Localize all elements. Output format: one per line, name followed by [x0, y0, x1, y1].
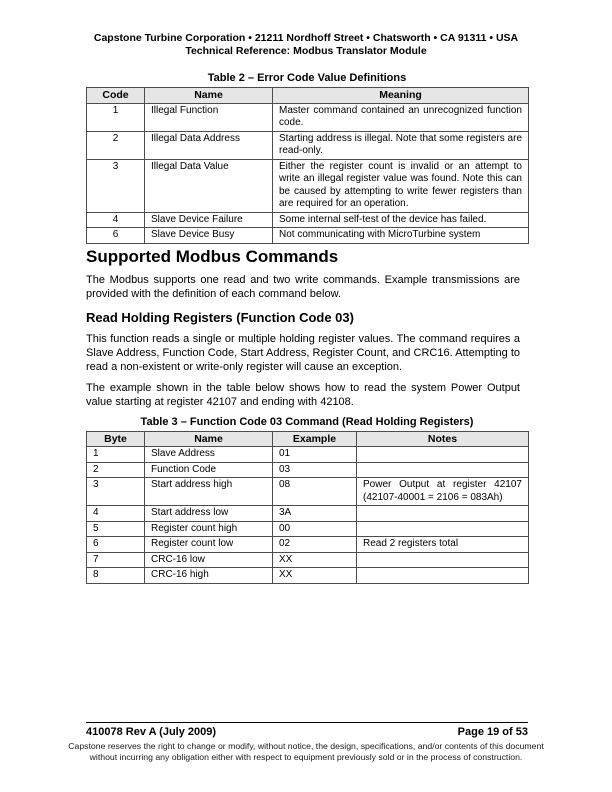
- table2-caption: Table 2 – Error Code Value Definitions: [207, 72, 407, 84]
- cell-byte: 7: [87, 552, 145, 568]
- cell-name: Function Code: [145, 462, 273, 478]
- cell-meaning: Some internal self-test of the device has failed.: [273, 212, 529, 228]
- table-row: [87, 103, 529, 131]
- table3-caption: Table 3 – Function Code 03 Command (Read Holding Registers): [140, 415, 474, 428]
- table-row: [87, 478, 529, 506]
- cell-notes: [357, 568, 529, 584]
- cell-notes: [357, 447, 529, 463]
- cell-code: 3: [87, 159, 145, 212]
- table-row: [87, 212, 529, 228]
- cell-name: Start address low: [145, 506, 273, 522]
- cell-name: CRC-16 high: [145, 568, 273, 584]
- cell-example: XX: [273, 552, 357, 568]
- footer-info-row: [86, 726, 528, 739]
- table-header-row: [87, 88, 529, 104]
- cell-byte: 4: [87, 506, 145, 522]
- cell-notes: [357, 506, 529, 522]
- column-header-name: Name: [145, 431, 273, 447]
- subsection-heading: Read Holding Registers (Function Code 03): [86, 309, 354, 325]
- cell-example: 3A: [273, 506, 357, 522]
- cell-byte: 6: [87, 537, 145, 553]
- body-paragraph: This function reads a single or multiple holding register values. The command requires a Slave Address, Function Code, Start Address, Register Count, and CRC16. Attempting to read a non-existent or write-only register will cause an exception.: [86, 332, 520, 373]
- document-id: 410078 Rev A (July 2009): [86, 726, 217, 738]
- cell-name: Illegal Function: [145, 103, 273, 131]
- cell-meaning: Master command contained an unrecognized function code.: [273, 103, 529, 131]
- cell-byte: 8: [87, 568, 145, 584]
- cell-example: XX: [273, 568, 357, 584]
- function-code-03-table: [86, 431, 529, 584]
- body-paragraph: The example shown in the table below shows how to read the system Power Output value starting at register 42107 and ending with 42108.: [86, 381, 520, 408]
- cell-name: Slave Device Busy: [145, 228, 273, 244]
- table-row: [87, 552, 529, 568]
- cell-code: 2: [87, 131, 145, 159]
- table-row: [87, 462, 529, 478]
- cell-example: 01: [273, 447, 357, 463]
- column-header-notes: Notes: [357, 431, 529, 447]
- cell-code: 4: [87, 212, 145, 228]
- header-address-line: Capstone Turbine Corporation • 21211 Nordhoff Street • Chatsworth • CA 91311 • USA: [93, 32, 519, 44]
- cell-notes: [357, 521, 529, 537]
- column-header-byte: Byte: [87, 431, 145, 447]
- cell-code: 6: [87, 228, 145, 244]
- cell-name: Slave Device Failure: [145, 212, 273, 228]
- cell-byte: 3: [87, 478, 145, 506]
- page-content: [86, 72, 528, 584]
- section-heading: Supported Modbus Commands: [86, 246, 339, 266]
- page-footer: [86, 722, 528, 739]
- intro-paragraph: The Modbus supports one read and two write commands. Example transmissions are provided with the definition of each command below.: [86, 273, 520, 300]
- cell-name: Illegal Data Address: [145, 131, 273, 159]
- cell-notes: [357, 462, 529, 478]
- column-header-name: Name: [145, 88, 273, 104]
- cell-name: Register count low: [145, 537, 273, 553]
- cell-example: 03: [273, 462, 357, 478]
- cell-byte: 2: [87, 462, 145, 478]
- cell-notes: Power Output at register 42107 (42107-40001 = 2106 = 083Ah): [357, 478, 529, 506]
- cell-name: Start address high: [145, 478, 273, 506]
- table-row: [87, 506, 529, 522]
- table-row: [87, 537, 529, 553]
- cell-example: 02: [273, 537, 357, 553]
- page-number: Page 19 of 53: [457, 726, 528, 738]
- cell-meaning: Either the register count is invalid or an attempt to write an illegal register value was found. Note this can be caused by attempting to write fewer registers than are required for an operation.: [273, 159, 529, 212]
- cell-meaning: Not communicating with MicroTurbine system: [273, 228, 529, 244]
- cell-byte: 5: [87, 521, 145, 537]
- footer-disclaimer: [0, 741, 612, 763]
- header-reference-line: Technical Reference: Modbus Translator Module: [185, 45, 427, 57]
- disclaimer-line: without incurring any obligation either with respect to equipment previously sold or in the process of construction.: [89, 752, 523, 762]
- table-row: [87, 447, 529, 463]
- column-header-code: Code: [87, 88, 145, 104]
- cell-name: Register count high: [145, 521, 273, 537]
- disclaimer-line: Capstone reserves the right to change or modify, without notice, the design, specifications, and/or contents of this document: [68, 741, 544, 751]
- cell-example: 00: [273, 521, 357, 537]
- cell-example: 08: [273, 478, 357, 506]
- cell-notes: [357, 552, 529, 568]
- column-header-meaning: Meaning: [273, 88, 529, 104]
- running-header: [0, 32, 612, 58]
- table-row: [87, 131, 529, 159]
- cell-notes: Read 2 registers total: [357, 537, 529, 553]
- column-header-example: Example: [273, 431, 357, 447]
- table-row: [87, 228, 529, 244]
- cell-meaning: Starting address is illegal. Note that some registers are read-only.: [273, 131, 529, 159]
- table-row: [87, 568, 529, 584]
- cell-byte: 1: [87, 447, 145, 463]
- cell-name: Slave Address: [145, 447, 273, 463]
- cell-name: Illegal Data Value: [145, 159, 273, 212]
- error-code-table: [86, 87, 529, 244]
- cell-code: 1: [87, 103, 145, 131]
- table-row: [87, 521, 529, 537]
- table-row: [87, 159, 529, 212]
- footer-divider: [86, 722, 528, 723]
- table-header-row: [87, 431, 529, 447]
- cell-name: CRC-16 low: [145, 552, 273, 568]
